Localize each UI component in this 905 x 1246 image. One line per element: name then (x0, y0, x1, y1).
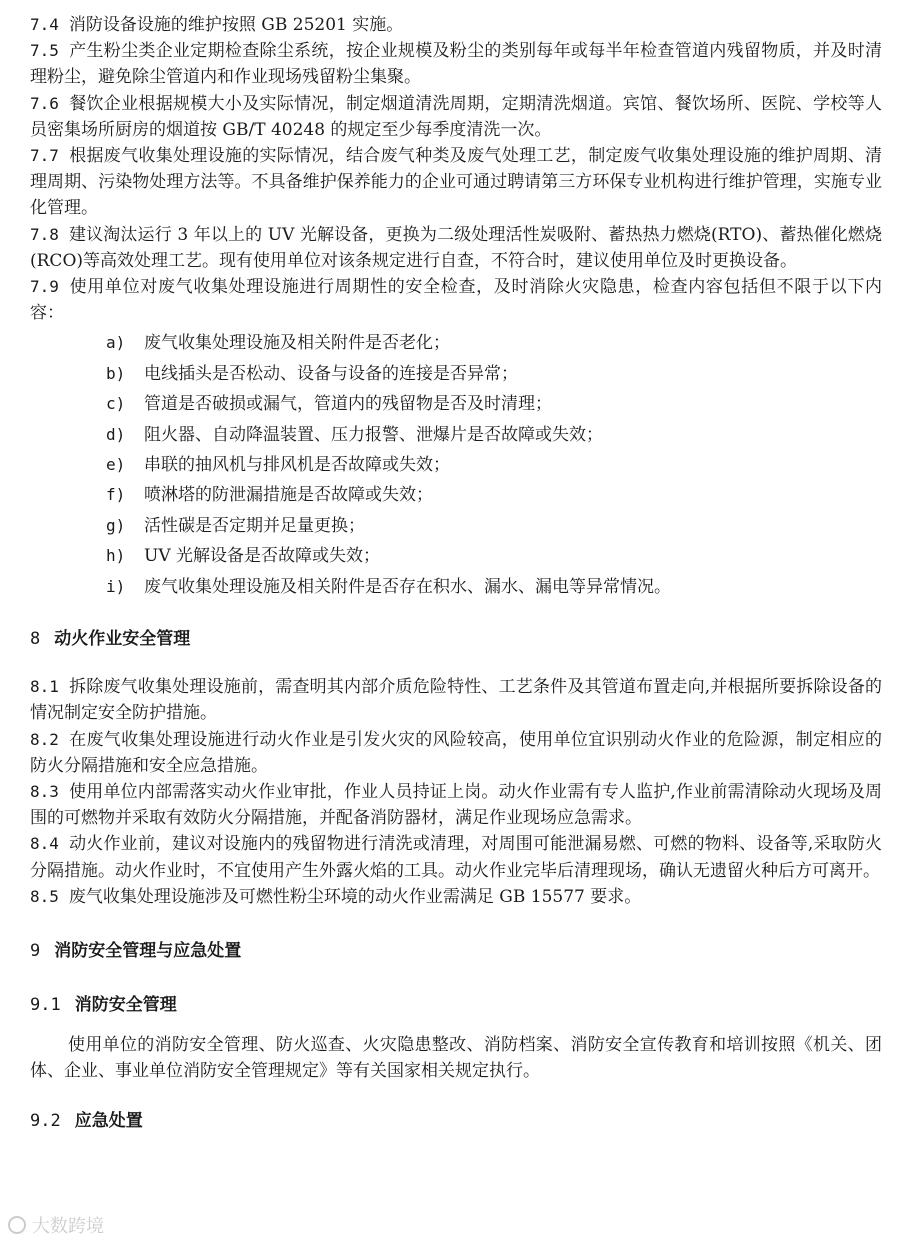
subsection-heading-9-1 (30, 992, 882, 1018)
clause-8-1 (30, 674, 882, 726)
clause-7-6 (30, 91, 882, 143)
clause-8-5 (30, 884, 882, 910)
list-item (68, 541, 882, 571)
clause-7-5 (30, 38, 882, 90)
clause-number: 7.5 (30, 41, 59, 61)
section-title: 动火作业安全管理 (54, 629, 191, 650)
section-number: 9.2 (30, 1111, 61, 1132)
clause-number: 7.8 (30, 224, 59, 244)
list-item-text: 废气收集处理设施及相关附件是否老化； (144, 333, 450, 354)
list-item-text: 废气收集处理设施及相关附件是否存在积水、漏水、漏电等异常情况。 (144, 576, 671, 597)
list-item-text: 喷淋塔的防泄漏措施是否故障或失效； (144, 485, 433, 506)
clause-text: 使用单位对废气收集处理设施进行周期性的安全检查，及时消除火灾隐患，检查内容包括但不限于以下内容： (30, 277, 882, 324)
watermark (8, 1212, 104, 1238)
clause-text: 使用单位的消防安全管理、防火巡查、火灾隐患整改、消防档案、消防安全宣传教育和培训按照《机关、团体、企业、事业单位消防安全管理规定》等有关国家相关规定执行。 (30, 1034, 882, 1082)
clause-7-9 (30, 274, 882, 326)
section-number: 8 (30, 629, 41, 650)
list-item (68, 389, 882, 419)
clause-text: 使用单位内部需落实动火作业审批，作业人员持证上岗。动火作业需有专人监护,作业前需清除动火现场及周围的可燃物并采取有效防火分隔措施，并配备消防器材，满足作业现场应急需求。 (30, 781, 882, 829)
clause-8-2 (30, 727, 882, 779)
list-item (68, 572, 882, 602)
clause-7-7 (30, 143, 882, 222)
inspection-list (68, 328, 882, 602)
list-item (68, 359, 882, 389)
clause-number: 8.1 (30, 677, 59, 697)
section-heading-8 (30, 626, 882, 652)
clause-text: 根据废气收集处理设施的实际情况，结合废气种类及废气处理工艺，制定废气收集处理设施的维护周期、清理周期、污染物处理方法等。不具备维护保养能力的企业可通过聘请第三方环保专业机构进行维护管理，实施专业化管理。 (30, 146, 882, 219)
clause-number: 8.5 (30, 886, 59, 906)
list-item-text: 串联的抽风机与排风机是否故障或失效； (144, 455, 450, 476)
section-title: 消防安全管理 (74, 994, 177, 1015)
section-number: 9 (30, 940, 41, 961)
list-marker: c) (106, 394, 126, 414)
clause-text: 餐饮企业根据规模大小及实际情况，制定烟道清洗周期，定期清洗烟道。宾馆、餐饮场所、医院、学校等人员密集场所厨房的烟道按 GB/T 40248 的规定至少每季度清洗一次。 (30, 93, 882, 140)
document-page (30, 12, 882, 1134)
clause-8-4 (30, 831, 882, 883)
clause-text: 产生粉尘类企业定期检查除尘系统，按企业规模及粉尘的类别每年或每半年检查管道内残留物质，并及时清理粉尘，避免除尘管道内和作业现场残留粉尘集聚。 (30, 41, 882, 88)
list-item (68, 480, 882, 510)
list-item-text: UV 光解设备是否故障或失效； (144, 546, 381, 567)
list-item-text: 管道是否破损或漏气，管道内的残留物是否及时清理； (144, 394, 552, 415)
section-heading-9 (30, 938, 882, 964)
list-item-text: 电线插头是否松动、设备与设备的连接是否异常； (144, 363, 518, 384)
list-marker: e) (106, 455, 126, 475)
clause-number: 7.7 (30, 146, 59, 166)
clause-text: 动火作业前，建议对设施内的残留物进行清洗或清理，对周围可能泄漏易燃、可燃的物料、设备等,采取防火分隔措施。动火作业时，不宜使用产生外露火焰的工具。动火作业完毕后清理现场，确认无遗留火种后方可离开。 (30, 834, 882, 881)
section-title: 应急处置 (74, 1111, 143, 1132)
clause-number: 8.4 (30, 834, 59, 854)
list-item (68, 511, 882, 541)
list-item (68, 450, 882, 480)
clause-number: 7.9 (30, 277, 59, 297)
list-marker: d) (106, 424, 126, 444)
clause-text: 消防设备设施的维护按照 GB 25201 实施。 (68, 15, 404, 35)
clause-text: 废气收集处理设施涉及可燃性粉尘环境的动火作业需满足 GB 15577 要求。 (68, 886, 642, 907)
list-marker: b) (106, 363, 126, 383)
list-item (68, 420, 882, 450)
list-item (68, 328, 882, 358)
clause-8-3 (30, 779, 882, 831)
logo-icon (8, 1216, 26, 1234)
section-title: 消防安全管理与应急处置 (54, 940, 242, 961)
clause-7-8 (30, 222, 882, 274)
clause-7-4 (30, 12, 882, 38)
clause-text: 拆除废气收集处理设施前，需查明其内部介质危险特性、工艺条件及其管道布置走向,并根据所要拆除设备的情况制定安全防护措施。 (30, 677, 882, 724)
section-number: 9.1 (30, 994, 61, 1015)
subsection-heading-9-2 (30, 1108, 882, 1134)
clause-9-1-body (30, 1032, 882, 1084)
clause-number: 7.6 (30, 93, 59, 113)
clause-number: 8.3 (30, 781, 59, 801)
list-marker: g) (106, 515, 126, 535)
list-marker: a) (106, 333, 126, 353)
list-marker: f) (106, 485, 126, 505)
list-marker: i) (106, 576, 126, 596)
list-item-text: 阻火器、自动降温装置、压力报警、泄爆片是否故障或失效； (144, 424, 603, 445)
clause-text: 在废气收集处理设施进行动火作业是引发火灾的风险较高，使用单位宜识别动火作业的危险源，制定相应的防火分隔措施和安全应急措施。 (30, 729, 882, 776)
clause-number: 7.4 (30, 15, 59, 34)
clause-number: 8.2 (30, 729, 59, 749)
watermark-text: 大数跨境 (32, 1216, 104, 1237)
clause-text: 建议淘汰运行 3 年以上的 UV 光解设备，更换为二级处理活性炭吸附、蓄热热力燃烧(RTO)、蓄热催化燃烧(RCO)等高效处理工艺。现有使用单位对该条规定进行自查，不符合时，建议使用单位及时更换设备。 (30, 224, 882, 271)
list-item-text: 活性碳是否定期并足量更换； (144, 515, 365, 536)
list-marker: h) (106, 546, 126, 566)
